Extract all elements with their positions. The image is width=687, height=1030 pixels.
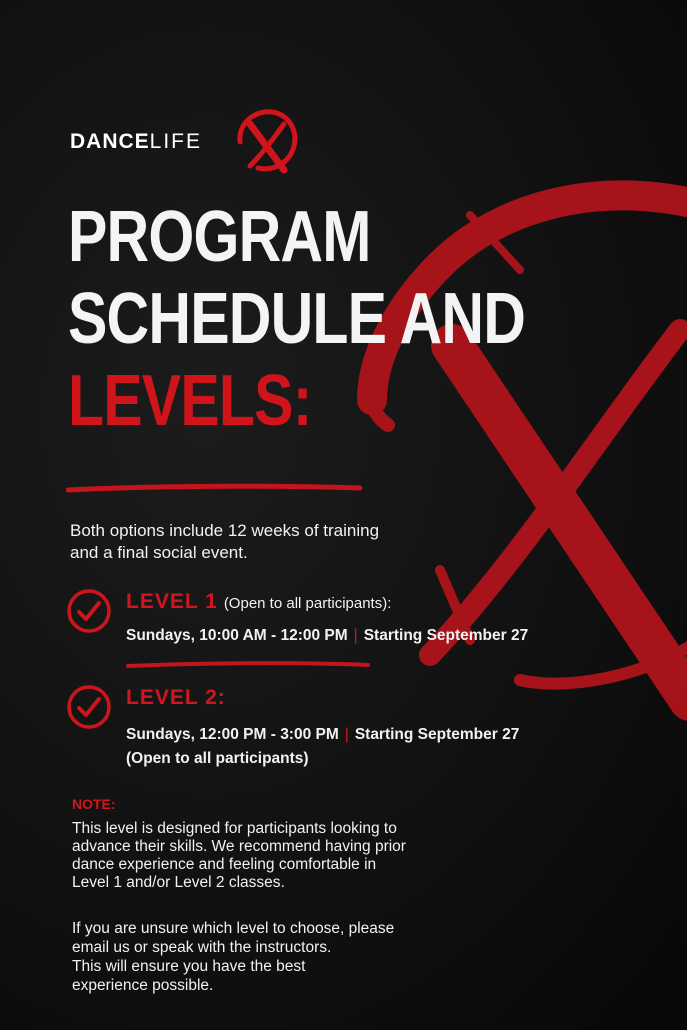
note-label: NOTE: bbox=[72, 796, 116, 812]
level-2-separator: | bbox=[344, 726, 349, 743]
level-2-start: Starting September 27 bbox=[354, 726, 520, 743]
intro-line-1: Both options include 12 weeks of training bbox=[70, 521, 380, 540]
level-2-schedule: Sundays, 12:00 PM - 3:00 PM bbox=[126, 726, 339, 743]
note-p1-line-1: This level is designed for participants looking to bbox=[72, 820, 397, 837]
red-checkmark-circle-icon bbox=[66, 684, 112, 730]
level-1-separator: | bbox=[353, 627, 358, 644]
logo-wordmark bbox=[70, 130, 202, 154]
note-p2-line-4: experience possible. bbox=[72, 977, 214, 994]
note-p1-line-3: dance experience and feeling comfortable in bbox=[72, 856, 377, 873]
level-1-title bbox=[126, 590, 391, 614]
level-1-name: LEVEL 1 bbox=[126, 590, 218, 613]
level-2-note: (Open to all participants) bbox=[126, 750, 309, 767]
headline-brush-divider bbox=[66, 482, 362, 496]
red-checkmark-circle-icon bbox=[66, 588, 112, 634]
note-paragraph-1 bbox=[72, 820, 502, 892]
note-p2-line-1: If you are unsure which level to choose, please bbox=[72, 920, 395, 937]
logo-word-dance: DANCE bbox=[70, 130, 150, 153]
level-2-name: LEVEL 2: bbox=[126, 686, 226, 709]
level-2-schedule-line bbox=[126, 726, 519, 744]
level-1-schedule: Sundays, 10:00 AM - 12:00 PM bbox=[126, 627, 348, 644]
level-1-item bbox=[66, 588, 626, 648]
level-1-start: Starting September 27 bbox=[363, 627, 529, 644]
level-1-schedule-line bbox=[126, 627, 528, 645]
note-p1-line-4: Level 1 and/or Level 2 classes. bbox=[72, 874, 285, 891]
intro-text bbox=[70, 520, 470, 564]
note-p2-line-2: email us or speak with the instructors. bbox=[72, 939, 332, 956]
headline-line-3: LEVELS: bbox=[68, 361, 312, 441]
page-title bbox=[68, 196, 525, 442]
level-2-item bbox=[66, 684, 626, 774]
headline-line-2: SCHEDULE AND bbox=[68, 279, 526, 359]
note-paragraph-2 bbox=[72, 919, 502, 995]
note-p1-line-2: advance their skills. We recommend having prior bbox=[72, 838, 406, 855]
intro-line-2: and a final social event. bbox=[70, 543, 248, 562]
note-p2-line-3: This will ensure you have the best bbox=[72, 958, 306, 975]
red-brush-x-circle-icon bbox=[228, 104, 302, 178]
level-1-subtitle: (Open to all participants): bbox=[223, 595, 392, 612]
headline-line-1: PROGRAM bbox=[68, 197, 371, 277]
level-brush-divider bbox=[126, 659, 370, 671]
logo-word-life: LIFE bbox=[149, 130, 203, 153]
level-2-title bbox=[126, 686, 232, 710]
dancelife-logo bbox=[70, 104, 310, 180]
